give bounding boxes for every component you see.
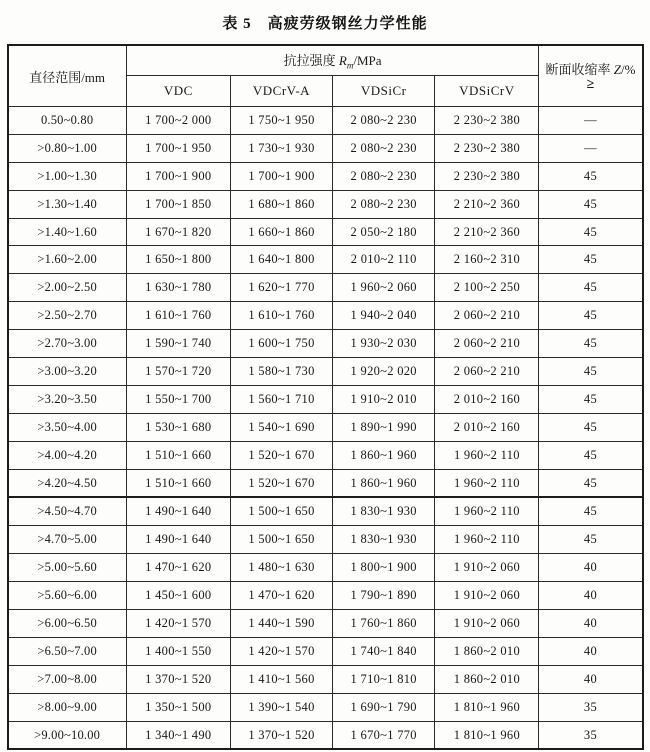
reduction-cell: 45 xyxy=(539,497,643,525)
table-header xyxy=(8,45,643,107)
vdcrv-a-cell: 1 730~1 930 xyxy=(230,134,332,162)
vdsicr-cell: 1 910~2 010 xyxy=(333,385,435,413)
vdsicr-cell: 1 830~1 930 xyxy=(333,526,435,554)
vdsicrv-cell: 1 960~2 110 xyxy=(435,526,539,554)
reduction-cell: 35 xyxy=(539,721,643,749)
vdc-cell: 1 670~1 820 xyxy=(126,218,230,246)
diameter-range-cell: >3.20~3.50 xyxy=(8,385,127,413)
vdsicr-cell: 1 890~1 990 xyxy=(333,413,435,441)
vdsicr-cell: 2 010~2 110 xyxy=(333,246,435,274)
vdc-cell: 1 510~1 660 xyxy=(126,441,230,469)
reduction-cell: 45 xyxy=(539,385,643,413)
vdc-cell: 1 370~1 520 xyxy=(126,665,230,693)
vdsicrv-cell: 1 960~2 110 xyxy=(435,497,539,525)
vdsicrv-cell: 1 910~2 060 xyxy=(435,554,539,582)
grade-header-vdsicr: VDSiCr xyxy=(333,76,435,107)
vdsicrv-cell: 2 060~2 210 xyxy=(435,330,539,358)
vdsicr-cell: 1 790~1 890 xyxy=(333,582,435,610)
reduction-cell: 45 xyxy=(539,358,643,386)
vdsicrv-cell: 2 060~2 210 xyxy=(435,302,539,330)
table-row xyxy=(8,413,643,441)
vdcrv-a-cell: 1 610~1 760 xyxy=(230,302,332,330)
table-body xyxy=(8,107,643,750)
vdc-cell: 1 700~1 900 xyxy=(126,162,230,190)
vdc-cell: 1 420~1 570 xyxy=(126,610,230,638)
vdsicr-cell: 2 080~2 230 xyxy=(333,162,435,190)
diameter-range-cell: >9.00~10.00 xyxy=(8,721,127,749)
reduction-cell: — xyxy=(539,107,643,135)
vdc-cell: 1 340~1 490 xyxy=(126,721,230,749)
table-row xyxy=(8,246,643,274)
table-row xyxy=(8,385,643,413)
diameter-range-header: 直径范围/mm xyxy=(8,45,127,107)
vdsicr-cell: 1 860~1 960 xyxy=(333,469,435,497)
reduction-cell: 45 xyxy=(539,469,643,497)
vdc-cell: 1 490~1 640 xyxy=(126,526,230,554)
vdcrv-a-cell: 1 500~1 650 xyxy=(230,526,332,554)
vdc-cell: 1 400~1 550 xyxy=(126,637,230,665)
vdsicrv-cell: 2 100~2 250 xyxy=(435,274,539,302)
table-row xyxy=(8,637,643,665)
table-row xyxy=(8,107,643,135)
vdsicrv-cell: 1 910~2 060 xyxy=(435,582,539,610)
vdsicrv-cell: 2 230~2 380 xyxy=(435,107,539,135)
vdc-cell: 1 700~2 000 xyxy=(126,107,230,135)
vdsicrv-cell: 2 230~2 380 xyxy=(435,134,539,162)
table-row xyxy=(8,302,643,330)
diameter-range-cell: >2.00~2.50 xyxy=(8,274,127,302)
diameter-range-cell: >5.60~6.00 xyxy=(8,582,127,610)
vdsicrv-cell: 1 960~2 110 xyxy=(435,469,539,497)
vdsicr-cell: 1 800~1 900 xyxy=(333,554,435,582)
vdsicrv-cell: 1 860~2 010 xyxy=(435,665,539,693)
vdsicr-cell: 2 080~2 230 xyxy=(333,134,435,162)
vdcrv-a-cell: 1 440~1 590 xyxy=(230,610,332,638)
diameter-range-cell: >8.00~9.00 xyxy=(8,693,127,721)
vdsicr-cell: 1 670~1 770 xyxy=(333,721,435,749)
reduction-symbol: Z xyxy=(613,61,621,77)
grade-header-vdc: VDC xyxy=(126,76,230,107)
vdcrv-a-cell: 1 370~1 520 xyxy=(230,721,332,749)
tensile-strength-header xyxy=(126,45,539,76)
diameter-range-cell: >7.00~8.00 xyxy=(8,665,127,693)
page-title: 表 5 高疲劳级钢丝力学性能 xyxy=(222,16,428,32)
reduction-cell: 45 xyxy=(539,274,643,302)
vdc-cell: 1 630~1 780 xyxy=(126,274,230,302)
table-row xyxy=(8,693,643,721)
vdc-cell: 1 550~1 700 xyxy=(126,385,230,413)
reduction-cell: 40 xyxy=(539,554,643,582)
reduction-cell: 45 xyxy=(539,190,643,218)
reduction-label-text: 断面收缩率 xyxy=(545,61,614,77)
vdcrv-a-cell: 1 410~1 560 xyxy=(230,665,332,693)
vdcrv-a-cell: 1 500~1 650 xyxy=(230,497,332,525)
vdcrv-a-cell: 1 580~1 730 xyxy=(230,358,332,386)
vdcrv-a-cell: 1 560~1 710 xyxy=(230,385,332,413)
reduction-cell: 45 xyxy=(539,246,643,274)
table-row xyxy=(8,469,643,497)
diameter-range-cell: >4.20~4.50 xyxy=(8,469,127,497)
reduction-cell: 45 xyxy=(539,162,643,190)
diameter-range-cell: >2.50~2.70 xyxy=(8,302,127,330)
vdcrv-a-cell: 1 520~1 670 xyxy=(230,469,332,497)
diameter-range-cell: >6.50~7.00 xyxy=(8,637,127,665)
reduction-cell: 45 xyxy=(539,302,643,330)
diameter-range-cell: >1.30~1.40 xyxy=(8,190,127,218)
reduction-cell: 45 xyxy=(539,526,643,554)
vdc-cell: 1 590~1 740 xyxy=(126,330,230,358)
vdc-cell: 1 470~1 620 xyxy=(126,554,230,582)
diameter-range-cell: >4.50~4.70 xyxy=(8,497,127,525)
diameter-range-cell: >4.00~4.20 xyxy=(8,441,127,469)
table-row xyxy=(8,497,643,525)
reduction-of-area-header xyxy=(539,45,643,107)
reduction-unit: /% xyxy=(621,61,636,77)
header-row-1 xyxy=(8,45,643,76)
diameter-range-cell: >1.00~1.30 xyxy=(8,162,127,190)
vdc-cell: 1 490~1 640 xyxy=(126,497,230,525)
reduction-cell: 40 xyxy=(539,582,643,610)
vdcrv-a-cell: 1 390~1 540 xyxy=(230,693,332,721)
reduction-cell: 45 xyxy=(539,218,643,246)
vdsicrv-cell: 1 810~1 960 xyxy=(435,721,539,749)
vdcrv-a-cell: 1 620~1 770 xyxy=(230,274,332,302)
reduction-cell: 40 xyxy=(539,637,643,665)
tensile-symbol-subscript: m xyxy=(346,60,354,71)
vdsicr-cell: 1 740~1 840 xyxy=(333,637,435,665)
vdcrv-a-cell: 1 640~1 800 xyxy=(230,246,332,274)
table-row xyxy=(8,554,643,582)
vdsicr-cell: 1 960~2 060 xyxy=(333,274,435,302)
reduction-cell: 35 xyxy=(539,693,643,721)
vdc-cell: 1 610~1 760 xyxy=(126,302,230,330)
reduction-cell: 45 xyxy=(539,413,643,441)
diameter-range-cell: >6.00~6.50 xyxy=(8,610,127,638)
reduction-cell: 45 xyxy=(539,441,643,469)
vdcrv-a-cell: 1 540~1 690 xyxy=(230,413,332,441)
vdc-cell: 1 350~1 500 xyxy=(126,693,230,721)
reduction-cell: 40 xyxy=(539,610,643,638)
table-row xyxy=(8,665,643,693)
reduction-cell: 45 xyxy=(539,330,643,358)
vdc-cell: 1 650~1 800 xyxy=(126,246,230,274)
vdsicrv-cell: 2 230~2 380 xyxy=(435,162,539,190)
vdsicr-cell: 1 860~1 960 xyxy=(333,441,435,469)
table-row xyxy=(8,358,643,386)
table-row xyxy=(8,610,643,638)
table-row xyxy=(8,218,643,246)
table-row xyxy=(8,582,643,610)
diameter-range-cell: >1.60~2.00 xyxy=(8,246,127,274)
table-row xyxy=(8,526,643,554)
reduction-cell: 40 xyxy=(539,665,643,693)
tensile-symbol: R xyxy=(338,53,347,69)
vdc-cell: 1 570~1 720 xyxy=(126,358,230,386)
vdsicr-cell: 2 050~2 180 xyxy=(333,218,435,246)
vdsicr-cell: 1 830~1 930 xyxy=(333,497,435,525)
vdcrv-a-cell: 1 420~1 570 xyxy=(230,637,332,665)
diameter-range-cell: >4.70~5.00 xyxy=(8,526,127,554)
vdcrv-a-cell: 1 600~1 750 xyxy=(230,330,332,358)
vdsicr-cell: 2 080~2 230 xyxy=(333,107,435,135)
mechanical-properties-table xyxy=(7,44,644,750)
diameter-range-cell: >3.00~3.20 xyxy=(8,358,127,386)
table-row xyxy=(8,274,643,302)
reduction-label xyxy=(541,62,639,77)
vdsicrv-cell: 2 210~2 360 xyxy=(435,190,539,218)
vdsicr-cell: 2 080~2 230 xyxy=(333,190,435,218)
vdsicrv-cell: 2 060~2 210 xyxy=(435,358,539,386)
grade-header-vdsicrv: VDSiCrV xyxy=(435,76,539,107)
diameter-range-cell: >3.50~4.00 xyxy=(8,413,127,441)
vdc-cell: 1 450~1 600 xyxy=(126,582,230,610)
vdcrv-a-cell: 1 660~1 860 xyxy=(230,218,332,246)
vdsicrv-cell: 2 160~2 310 xyxy=(435,246,539,274)
vdcrv-a-cell: 1 480~1 630 xyxy=(230,554,332,582)
vdsicrv-cell: 1 860~2 010 xyxy=(435,637,539,665)
tensile-unit: /MPa xyxy=(353,53,382,69)
vdcrv-a-cell: 1 700~1 900 xyxy=(230,162,332,190)
table-row xyxy=(8,134,643,162)
vdsicrv-cell: 1 810~1 960 xyxy=(435,693,539,721)
vdc-cell: 1 530~1 680 xyxy=(126,413,230,441)
vdc-cell: 1 700~1 950 xyxy=(126,134,230,162)
table-row xyxy=(8,162,643,190)
vdsicrv-cell: 2 010~2 160 xyxy=(435,413,539,441)
vdsicr-cell: 1 930~2 030 xyxy=(333,330,435,358)
vdsicr-cell: 1 940~2 040 xyxy=(333,302,435,330)
diameter-range-cell: 0.50~0.80 xyxy=(8,107,127,135)
table-row xyxy=(8,721,643,749)
tensile-label-prefix: 抗拉强度 xyxy=(283,53,339,69)
vdc-cell: 1 700~1 850 xyxy=(126,190,230,218)
vdcrv-a-cell: 1 750~1 950 xyxy=(230,107,332,135)
table-row xyxy=(8,330,643,358)
vdsicrv-cell: 2 210~2 360 xyxy=(435,218,539,246)
diameter-range-cell: >5.00~5.60 xyxy=(8,554,127,582)
diameter-range-cell: >2.70~3.00 xyxy=(8,330,127,358)
vdc-cell: 1 510~1 660 xyxy=(126,469,230,497)
table-row xyxy=(8,190,643,218)
vdsicr-cell: 1 760~1 860 xyxy=(333,610,435,638)
vdsicr-cell: 1 920~2 020 xyxy=(333,358,435,386)
diameter-range-cell: >0.80~1.00 xyxy=(8,134,127,162)
table-row xyxy=(8,441,643,469)
vdcrv-a-cell: 1 680~1 860 xyxy=(230,190,332,218)
vdsicrv-cell: 1 960~2 110 xyxy=(435,441,539,469)
reduction-cell: — xyxy=(539,134,643,162)
diameter-range-cell: >1.40~1.60 xyxy=(8,218,127,246)
greater-equal-sign: ≥ xyxy=(586,76,595,92)
vdcrv-a-cell: 1 470~1 620 xyxy=(230,582,332,610)
grade-header-vdcrv-a: VDCrV-A xyxy=(230,76,332,107)
vdsicr-cell: 1 710~1 810 xyxy=(333,665,435,693)
vdsicr-cell: 1 690~1 790 xyxy=(333,693,435,721)
vdsicrv-cell: 1 910~2 060 xyxy=(435,610,539,638)
vdsicrv-cell: 2 010~2 160 xyxy=(435,385,539,413)
vdcrv-a-cell: 1 520~1 670 xyxy=(230,441,332,469)
